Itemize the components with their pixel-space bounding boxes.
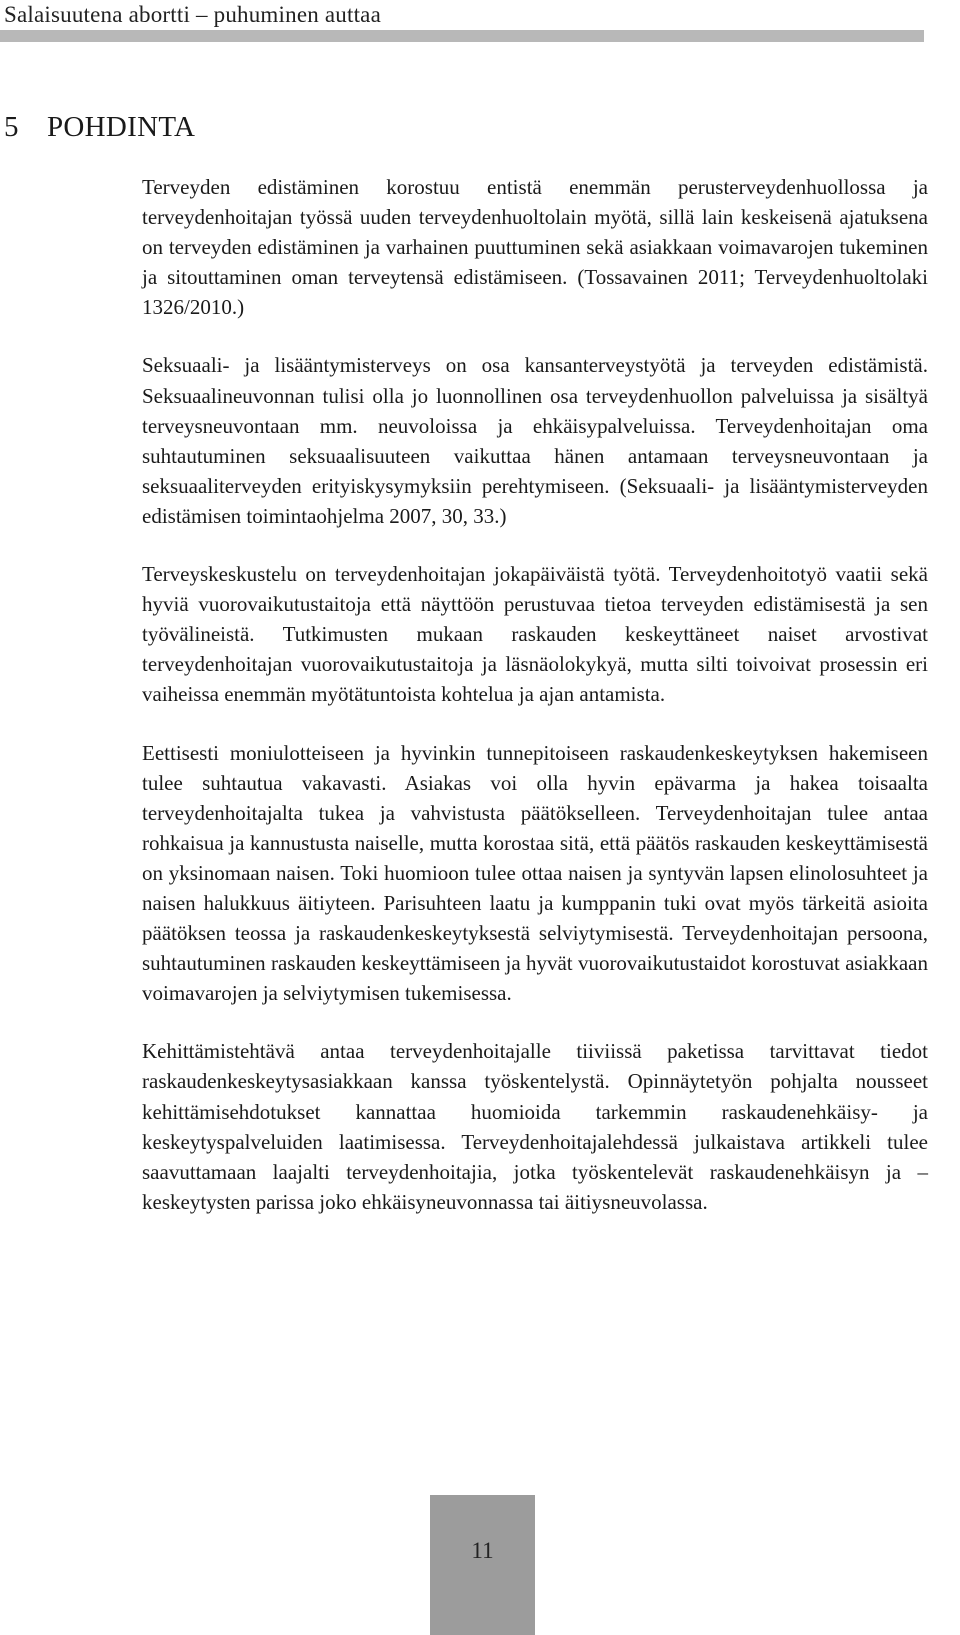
chapter-number: 5 — [4, 111, 19, 143]
paragraph: Seksuaali- ja lisääntymisterveys on osa kansanterveystyötä ja terveyden edistämistä. Seksuaalineuvonnan tulisi olla jo luonnollinen osa terveydenhuollon palveluissa ja sisältyä terveysneuvontaan mm. neuvoloissa ja ehkäisypalveluissa. Terveydenhoitajan oma suhtautuminen seksuaalisuuteen vaikuttaa hänen antamaan terveysneuvontaan ja seksuaaliterveyden erityiskysymyksiin perehtymiseen. (Seksuaali- ja lisääntymisterveyden edistämisen toimintaohjelma 2007, 30, 33.) — [142, 353, 928, 528]
page-number-box — [430, 1495, 535, 1635]
chapter-title: POHDINTA — [47, 111, 196, 143]
header-rule — [0, 30, 924, 42]
page-number: 11 — [471, 1538, 494, 1563]
paragraph: Terveyskeskustelu on terveydenhoitajan jokapäiväistä työtä. Terveydenhoitotyö vaatii sekä hyviä vuorovaikutustaitoja että näyttöön perustuvaa tietoa terveyden edistämisestä ja sen työvälineistä. Tutkimusten mukaan raskauden keskeyttäneet naiset arvostivat terveydenhoitajan vuorovaikutustaitoja ja läsnäolokykyä, mutta silti toivoivat prosessin eri vaiheissa enemmän myötätuntoista kohtelua ja ajan antamista. — [142, 562, 928, 707]
paragraph: Terveyden edistäminen korostuu entistä enemmän perusterveydenhuollossa ja terveydenhoitajan työssä uuden terveydenhuoltolain myötä, sillä lain keskeisenä ajatuksena on terveyden edistäminen ja varhainen puuttuminen sekä asiakkaan voimavarojen tukeminen ja sitouttaminen oman terveytensä edistämiseen. (Tossavainen 2011; Terveydenhuoltolaki 1326/2010.) — [142, 175, 928, 320]
body-text — [142, 172, 928, 1245]
chapter-heading — [4, 107, 195, 147]
paragraph: Eettisesti moniulotteiseen ja hyvinkin tunnepitoiseen raskaudenkeskeytyksen hakemiseen tulee suhtautua vakavasti. Asiakas voi olla hyvin epävarma ja hakea toisaalta terveydenhoitajalta tukea ja vahvistusta päätökselleen. Terveydenhoitajan tulee antaa rohkaisua ja kannustusta naiselle, mutta korostaa sitä, että päätös raskauden keskeyttämisestä on yksinomaan naisen. Toki huomioon tulee ottaa naisen ja syntyvän lapsen elinolosuhteet ja naisen halukkuus äitiyteen. Parisuhteen laatu ja kumppanin tuki ovat myös tärkeitä asioita päätöksen teossa ja raskaudenkeskeytyksestä selviytymisestä. Terveydenhoitajan persoona, suhtautuminen raskauden keskeyttämiseen ja hyvät vuorovaikutustaidot korostuvat asiakkaan voimavarojen ja selviytymisen tukemisessa. — [142, 740, 928, 1006]
running-header: Salaisuutena abortti – puhuminen auttaa — [4, 2, 381, 27]
paragraph: Kehittämistehtävä antaa terveydenhoitajalle tiiviissä paketissa tarvittavat tiedot raskaudenkeskeytysasiakkaan kanssa työskentelystä. Opinnäytetyön pohjalta nousseet kehittämisehdotukset kannattaa huomioida tarkemmin raskaudenehkäisy- ja keskeytyspalveluiden laatimisessa. Terveydenhoitajalehdessä julkaistava artikkeli tulee saavuttamaan laajalti terveydenhoitajia, jotka työskentelevät raskaudenehkäisyn ja –keskeytysten parissa joko ehkäisyneuvonnassa tai äitiysneuvolassa. — [142, 1039, 928, 1214]
